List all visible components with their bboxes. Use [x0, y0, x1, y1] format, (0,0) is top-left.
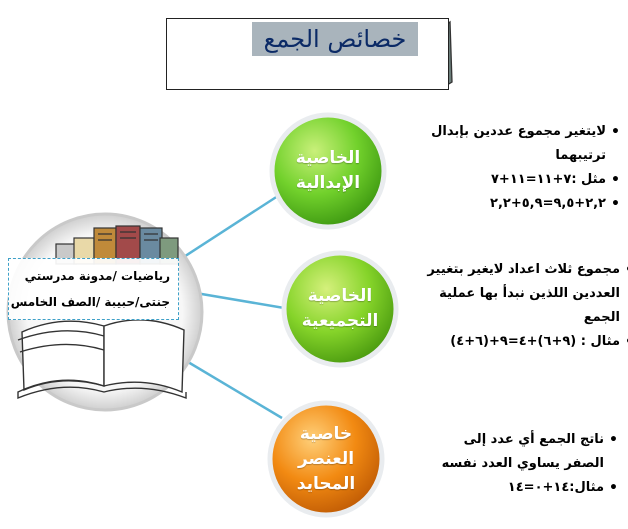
- bullet-item: • مثال : (٩+٦)+٤=٩+(٦+٤): [424, 330, 620, 354]
- circle-label-commutative: [278, 146, 378, 196]
- label-line: الخاصية: [295, 148, 361, 168]
- connector-line-3: [188, 362, 282, 418]
- label-line: الإبدالية: [295, 173, 361, 193]
- bullet-item: • مثل :٧+١١=١١+٧: [420, 168, 606, 192]
- circle-label-associative: [290, 284, 390, 334]
- page-title: خصائص الجمع: [252, 22, 418, 56]
- bullets-identity: [420, 428, 620, 500]
- bullet-item: • مثال:١٤+٠=١٤: [420, 476, 604, 500]
- bullet-item: • لايتغير مجموع عددين بإبدال ترتيبهما: [420, 120, 606, 168]
- bullet-item: • ناتج الجمع أي عدد إلى الصفر يساوي العدد نفسه: [420, 428, 604, 476]
- label-line: العنصر: [297, 449, 355, 469]
- label-line: خاصية: [299, 424, 353, 444]
- label-line: التجميعية: [301, 311, 379, 331]
- bullets-associative: [424, 258, 628, 354]
- author-info-line: جنتى/حبيبة /الصف الخامس: [10, 295, 170, 309]
- circle-label-identity: [276, 422, 376, 497]
- author-info-box: [8, 258, 179, 320]
- label-line: المحايد: [296, 474, 356, 494]
- connector-line-1: [176, 192, 284, 262]
- label-line: الخاصية: [307, 286, 373, 306]
- bullet-item: • مجموع ثلاث اعداد لايغير بتغيير العددين اللذين نبدأ بها عملية الجمع: [424, 258, 620, 330]
- bullets-commutative: [420, 120, 622, 216]
- author-info-line: رياضيات /مدونة مدرستي: [24, 269, 170, 283]
- bullet-item: • ٢,٢+٩,٥=٥,٩+٢,٢: [420, 192, 606, 216]
